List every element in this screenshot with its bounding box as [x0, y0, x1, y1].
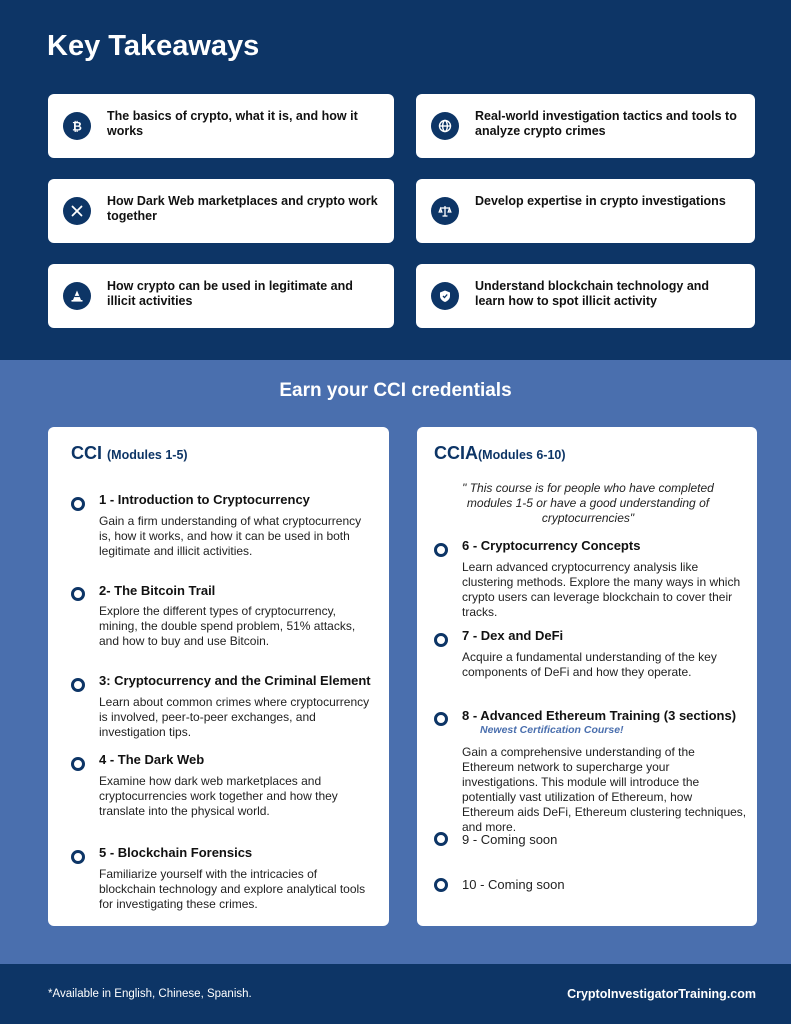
website-link[interactable]: CryptoInvestigatorTraining.com [567, 987, 756, 1001]
module-bullet [71, 850, 85, 864]
module-8-desc: Gain a comprehensive understanding of the Ethereum network to supercharge your investigations. This module will introduce the potentially vast utilization of Ethereum, how Ethereum aids DeFi, Ethereum clustering techniques, and more. [462, 745, 747, 834]
cci-subtitle: (Modules 1-5) [107, 448, 188, 462]
module-5-title: 5 - Blockchain Forensics [99, 845, 253, 860]
module-bullet [434, 712, 448, 726]
module-10-title: 10 - Coming soon [462, 877, 565, 892]
globe-icon [431, 112, 459, 140]
credentials-title: Earn your CCI credentials [279, 380, 512, 401]
bitcoin-icon [63, 112, 91, 140]
module-bullet [434, 832, 448, 846]
module-2-desc: Explore the different types of cryptocurrency, mining, the double spend problem, 51% attacks, and how to buy and use Bitcoin. [99, 604, 356, 648]
module-5-desc: Familiarize yourself with the intricacies of blockchain technology and explore analytical tools for investigating these crimes. [99, 867, 366, 911]
module-bullet [434, 633, 448, 647]
ccia-subtitle: (Modules 6-10) [478, 448, 566, 462]
cci-title: CCI [71, 443, 102, 463]
takeaway-text: Understand blockchain technology and learn how to spot illicit activity [475, 279, 710, 308]
takeaway-text: How Dark Web marketplaces and crypto work together [107, 194, 378, 223]
module-bullet [71, 678, 85, 692]
svg-text:₿: ₿ [72, 119, 82, 133]
cci-panel [48, 427, 389, 926]
takeaway-text: Develop expertise in crypto investigations [475, 194, 726, 208]
footer [0, 964, 791, 1024]
ccia-title: CCIA [434, 443, 478, 463]
language-note: *Available in English, Chinese, Spanish. [48, 988, 252, 1000]
module-4-desc: Examine how dark web marketplaces and cryptocurrencies work together and how they translate into the physical world. [99, 774, 338, 818]
ccia-panel [417, 427, 757, 926]
module-8-title: 8 - Advanced Ethereum Training (3 sections) [462, 708, 737, 723]
key-takeaways-title: Key Takeaways [47, 30, 260, 62]
module-7-title: 7 - Dex and DeFi [462, 628, 564, 643]
module-3-title: 3: Cryptocurrency and the Criminal Element [99, 673, 371, 688]
shield-icon [431, 282, 459, 310]
credentials-section [0, 360, 791, 964]
cci-heading [71, 443, 188, 464]
module-bullet [71, 757, 85, 771]
module-6-desc: Learn advanced cryptocurrency analysis like clustering methods. Explore the many ways in which crypto users can leverage blockchain to cover their tracks. [462, 560, 741, 619]
key-takeaways-section [0, 0, 791, 360]
takeaway-card-expertise [416, 179, 755, 243]
takeaway-text: The basics of crypto, what it is, and how it works [107, 109, 358, 138]
scale-icon [431, 197, 459, 225]
takeaway-card-legitimate-illicit [48, 264, 394, 328]
takeaway-card-investigation-tactics [416, 94, 755, 158]
ccia-prerequisite-note: " This course is for people who have completed modules 1-5 or have a good understanding of cryptocurrencies" [462, 481, 714, 525]
takeaway-text: How crypto can be used in legitimate and illicit activities [107, 279, 353, 308]
ccia-heading [434, 443, 566, 464]
module-2-title: 2- The Bitcoin Trail [99, 583, 216, 598]
cone-icon [63, 282, 91, 310]
takeaway-card-crypto-basics [48, 94, 394, 158]
module-7-desc: Acquire a fundamental understanding of the key components of DeFi and how they operate. [462, 650, 717, 679]
module-1-title: 1 - Introduction to Cryptocurrency [99, 492, 310, 507]
module-1-desc: Gain a firm understanding of what cryptocurrency is, how it works, and how it can be used in both legitimate and illicit activities. [99, 514, 362, 558]
tools-icon [63, 197, 91, 225]
takeaway-text: Real-world investigation tactics and tools to analyze crypto crimes [475, 109, 737, 138]
module-6-title: 6 - Cryptocurrency Concepts [462, 538, 641, 553]
module-bullet [434, 543, 448, 557]
module-4-title: 4 - The Dark Web [99, 752, 205, 767]
takeaway-card-dark-web [48, 179, 394, 243]
takeaway-card-blockchain [416, 264, 755, 328]
module-9-title: 9 - Coming soon [462, 832, 558, 847]
newest-course-tag: Newest Certification Course! [480, 724, 624, 736]
module-bullet [71, 497, 85, 511]
module-3-desc: Learn about common crimes where cryptocurrency is involved, peer-to-peer exchanges, and investigation tips. [99, 695, 370, 739]
module-bullet [434, 878, 448, 892]
module-bullet [71, 587, 85, 601]
